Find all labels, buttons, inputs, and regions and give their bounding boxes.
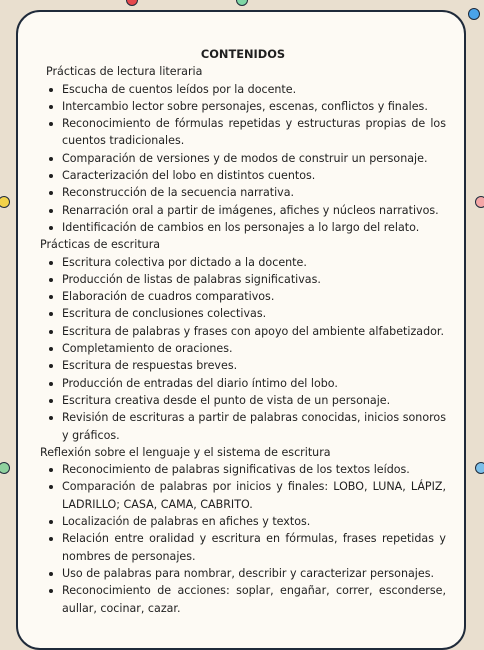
list-item: Comparación de versiones y de modos de construir un personaje. bbox=[40, 150, 446, 167]
list-reflexion bbox=[40, 461, 446, 617]
list-item: Relación entre oralidad y escritura en fórmulas, frases repetidas y nombres de personajes. bbox=[40, 530, 446, 565]
decor-dot-pink bbox=[475, 196, 484, 208]
list-item: Producción de listas de palabras significativas. bbox=[40, 271, 446, 288]
decor-dot-red bbox=[126, 0, 138, 6]
section-heading-escritura: Prácticas de escritura bbox=[40, 238, 161, 252]
list-item: Reconstrucción de la secuencia narrativa. bbox=[40, 184, 446, 201]
list-item: Reconocimiento de acciones: soplar, engañar, correr, esconderse, aullar, cocinar, cazar. bbox=[40, 582, 446, 617]
list-item: Identificación de cambios en los personajes a lo largo del relato. bbox=[40, 219, 446, 236]
list-item: Producción de entradas del diario íntimo del lobo. bbox=[40, 375, 446, 392]
list-item: Escritura colectiva por dictado a la docente. bbox=[40, 254, 446, 271]
list-item: Caracterización del lobo en distintos cuentos. bbox=[40, 167, 446, 184]
decor-dot-blue-right bbox=[475, 462, 484, 474]
list-item: Intercambio lector sobre personajes, escenas, conflictos y finales. bbox=[40, 98, 446, 115]
list-item: Uso de palabras para nombrar, describir y caracterizar personajes. bbox=[40, 565, 446, 582]
list-item: Escritura creativa desde el punto de vista de un personaje. bbox=[40, 392, 446, 409]
list-item: Elaboración de cuadros comparativos. bbox=[40, 288, 446, 305]
decor-dot-green-left bbox=[0, 462, 10, 474]
list-item: Escucha de cuentos leídos por la docente. bbox=[40, 81, 446, 98]
decor-dot-green bbox=[236, 0, 248, 6]
section-heading-lectura: Prácticas de lectura literaria bbox=[46, 65, 203, 79]
list-item: Escritura de conclusiones colectivas. bbox=[40, 305, 446, 322]
decor-dot-blue bbox=[468, 8, 480, 20]
list-item: Revisión de escrituras a partir de palabras conocidas, inicios sonoros y gráficos. bbox=[40, 409, 446, 444]
list-item: Completamiento de oraciones. bbox=[40, 340, 446, 357]
document-content bbox=[40, 46, 446, 617]
list-item: Localización de palabras en afiches y textos. bbox=[40, 513, 446, 530]
list-item: Comparación de palabras por inicios y finales: LOBO, LUNA, LÁPIZ, LADRILLO; CASA, CAMA, CABRITO. bbox=[40, 478, 446, 513]
decor-dot-yellow bbox=[0, 196, 10, 208]
page-title: CONTENIDOS bbox=[200, 47, 286, 61]
list-item: Escritura de respuestas breves. bbox=[40, 357, 446, 374]
section-heading-reflexion: Reflexión sobre el lenguaje y el sistema de escritura bbox=[40, 445, 331, 459]
list-escritura bbox=[40, 254, 446, 444]
list-item: Renarración oral a partir de imágenes, afiches y núcleos narrativos. bbox=[40, 202, 446, 219]
list-lectura bbox=[40, 81, 446, 237]
list-item: Escritura de palabras y frases con apoyo del ambiente alfabetizador. bbox=[40, 323, 446, 340]
list-item: Reconocimiento de palabras significativas de los textos leídos. bbox=[40, 461, 446, 478]
list-item: Reconocimiento de fórmulas repetidas y estructuras propias de los cuentos tradicionales. bbox=[40, 115, 446, 150]
